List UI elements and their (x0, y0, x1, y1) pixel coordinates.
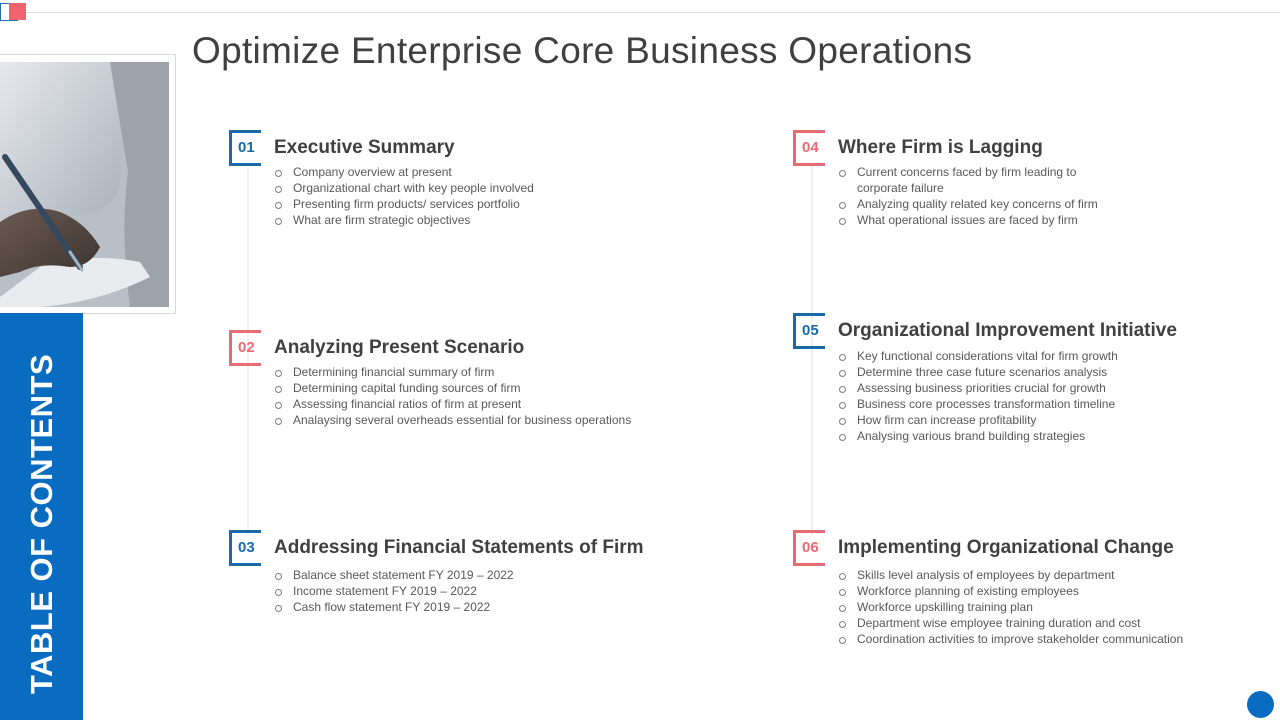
bullet-list (274, 364, 631, 428)
bullet-list (274, 164, 534, 228)
bullet-list (274, 567, 514, 615)
list-item: Income statement FY 2019 – 2022 (274, 583, 514, 599)
section-number-badge: 02 (229, 330, 261, 366)
list-item: Balance sheet statement FY 2019 – 2022 (274, 567, 514, 583)
list-item: Cash flow statement FY 2019 – 2022 (274, 599, 514, 615)
list-item: Coordination activities to improve stakeholder communication (838, 631, 1183, 647)
bullet-list (838, 567, 1183, 647)
list-item-continuation: corporate failure (857, 181, 944, 195)
list-item: Business core processes transformation timeline (838, 396, 1118, 412)
list-item: What operational issues are faced by firm (838, 212, 1098, 228)
corner-accent-square (9, 3, 26, 20)
table-of-contents-label: TABLE OF CONTENTS (24, 353, 59, 695)
list-item: Analysing various brand building strategies (838, 428, 1118, 444)
list-item: Key functional considerations vital for firm growth (838, 348, 1118, 364)
bullet-list (838, 164, 1098, 228)
page-title: Optimize Enterprise Core Business Operations (192, 30, 973, 71)
section-title: Executive Summary (274, 137, 455, 158)
list-item: Company overview at present (274, 164, 534, 180)
section-number-badge: 03 (229, 530, 261, 566)
list-item: What are firm strategic objectives (274, 212, 534, 228)
section-title: Addressing Financial Statements of Firm (274, 537, 644, 558)
section-title: Analyzing Present Scenario (274, 337, 525, 358)
section-number-badge: 06 (793, 530, 825, 566)
bullet-list (838, 348, 1118, 444)
list-item: Analyzing quality related key concerns of firm (838, 196, 1098, 212)
list-item: Workforce planning of existing employees (838, 583, 1183, 599)
list-item: Skills level analysis of employees by department (838, 567, 1183, 583)
list-item: Analaysing several overheads essential for business operations (274, 412, 631, 428)
list-item: Assessing financial ratios of firm at present (274, 396, 631, 412)
list-item: Determine three case future scenarios analysis (838, 364, 1118, 380)
section-number-badge: 01 (229, 130, 261, 166)
list-item: Workforce upskilling training plan (838, 599, 1183, 615)
list-item: Assessing business priorities crucial for growth (838, 380, 1118, 396)
list-item: Determining financial summary of firm (274, 364, 631, 380)
page-indicator-dot (1247, 691, 1274, 718)
section-number-badge: 05 (793, 313, 825, 349)
list-item: Current concerns faced by firm leading to (838, 164, 1098, 180)
list-item: Presenting firm products/ services portfolio (274, 196, 534, 212)
list-item: Organizational chart with key people involved (274, 180, 534, 196)
hand-writing-photo (0, 62, 169, 307)
section-title: Implementing Organizational Change (838, 537, 1174, 558)
hand-with-pen-illustration (0, 62, 169, 307)
top-divider (0, 12, 1280, 13)
list-item: Determining capital funding sources of firm (274, 380, 631, 396)
section-number-badge: 04 (793, 130, 825, 166)
list-item: How firm can increase profitability (838, 412, 1118, 428)
list-item: Department wise employee training duration and cost (838, 615, 1183, 631)
right-timeline-line (811, 165, 813, 535)
section-title: Organizational Improvement Initiative (838, 320, 1177, 341)
section-title: Where Firm is Lagging (838, 137, 1043, 158)
